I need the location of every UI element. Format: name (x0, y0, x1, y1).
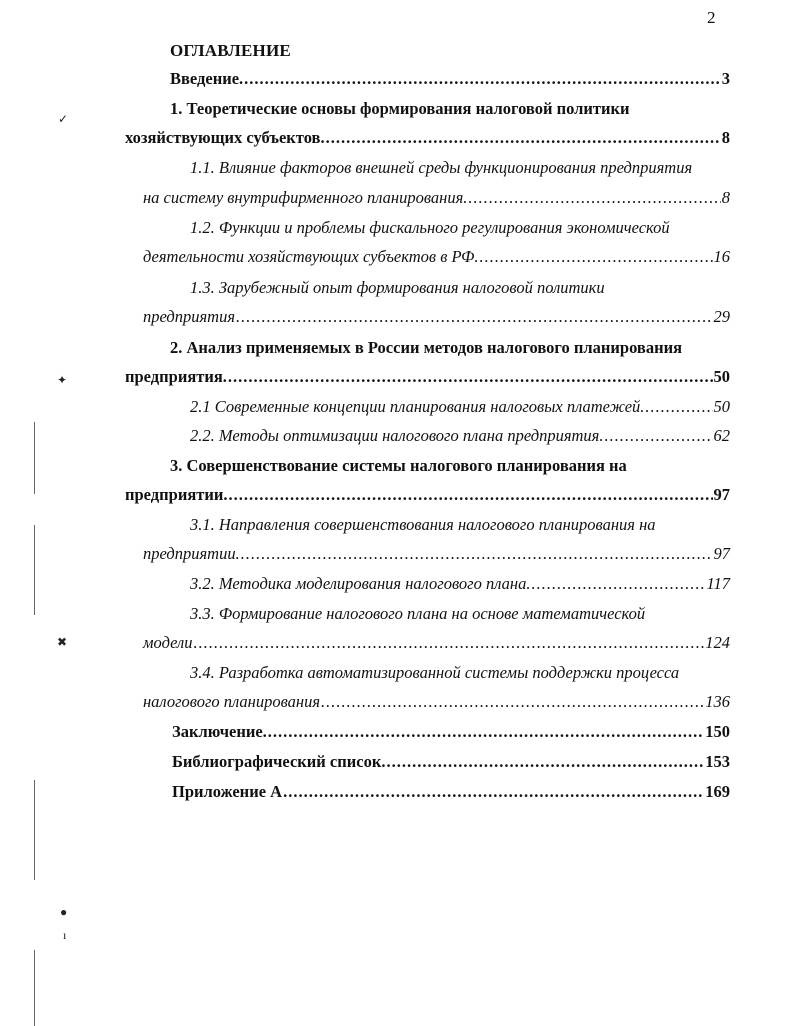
toc-entry-label: Заключение. (172, 722, 267, 741)
toc-section-3-1-line1: 3.1. Направления совершенствования налогового планирования на (190, 515, 656, 534)
toc-section-1-1-line1: 1.1. Влияние факторов внешней среды функционирования предприятия (190, 158, 693, 177)
toc-page: 97 (713, 485, 730, 504)
toc-leader (645, 396, 712, 418)
toc-entry-label: деятельности хозяйствующих субъектов в РФ. (143, 247, 479, 266)
toc-entry-label: 2.1 Современные концепции планирования налоговых платежей. (190, 397, 645, 416)
toc-leader (193, 632, 704, 654)
toc-section-3-2 (190, 573, 730, 595)
toc-leader (480, 246, 713, 268)
toc-page: 136 (705, 692, 730, 711)
toc-page: 8 (721, 128, 730, 147)
toc-title: ОГЛАВЛЕНИЕ (170, 41, 291, 60)
toc-page: 50 (713, 367, 730, 386)
toc-page: 16 (713, 247, 730, 266)
scan-mark-dot-icon: ● (60, 905, 68, 919)
toc-leader (468, 187, 720, 209)
toc-chapter-1-line1: 1. Теоретические основы формирования налоговой политики (170, 99, 630, 118)
scan-mark-star-icon: ✦ (57, 373, 68, 387)
toc-entry-label: Приложение А (172, 782, 283, 801)
toc-entry-appendix (172, 781, 730, 803)
toc-section-3-3 (143, 632, 730, 654)
scan-edge-line (34, 422, 35, 494)
scan-edge-line (34, 780, 35, 880)
scan-edge-line (34, 950, 35, 1026)
page-number: 2 (707, 8, 716, 27)
toc-leader (228, 366, 713, 388)
toc-entry-label: предприятии. (143, 544, 240, 563)
toc-section-1-2-line1: 1.2. Функции и проблемы фискального регулирования экономической (190, 218, 670, 237)
scan-mark-check-icon: ✓ (58, 112, 69, 126)
toc-entry-label: 2.2. Методы оптимизации налогового плана предприятия. (190, 426, 604, 445)
toc-entry-label: на систему внутрифирменного планирования. (143, 188, 468, 207)
toc-entry-label: хозяйствующих субъектов. (125, 128, 325, 147)
toc-leader (241, 543, 713, 565)
toc-chapter-3 (125, 484, 730, 506)
scan-mark-tick-icon: ı (63, 928, 67, 942)
toc-page: 29 (713, 307, 730, 326)
toc-section-1-2 (143, 246, 730, 268)
toc-section-1-3-line1: 1.3. Зарубежный опыт формирования налоговой политики (190, 278, 605, 297)
scan-mark-cross-icon: ✖ (57, 635, 68, 649)
toc-chapter-1 (125, 127, 730, 149)
toc-page: 8 (721, 188, 730, 207)
toc-entry-label: 3.2. Методика моделирования налогового плана. (190, 574, 531, 593)
toc-chapter-3-line1: 3. Совершенствование системы налогового планирования на (170, 456, 627, 475)
toc-entry-label: модели (143, 633, 193, 652)
toc-leader (604, 425, 712, 447)
toc-entry-bibliography (172, 751, 730, 773)
toc-section-2-1 (190, 396, 730, 418)
toc-page: 153 (705, 752, 730, 771)
toc-leader (229, 484, 713, 506)
toc-leader (531, 573, 705, 595)
toc-page: 3 (721, 69, 730, 88)
toc-entry-label: налогового планирования (143, 692, 321, 711)
toc-section-1-3 (143, 306, 730, 328)
toc-entry-conclusion (172, 721, 730, 743)
toc-leader (283, 781, 704, 803)
toc-leader (268, 721, 704, 743)
toc-entry-label: Библиографический список. (172, 752, 386, 771)
toc-page: 62 (713, 426, 730, 445)
toc-page: 150 (705, 722, 730, 741)
toc-section-1-1 (143, 187, 730, 209)
toc-leader (386, 751, 704, 773)
toc-chapter-2-line1: 2. Анализ применяемых в России методов налогового планирования (170, 338, 683, 357)
toc-section-3-3-line1: 3.3. Формирование налогового плана на основе математической (190, 604, 646, 623)
toc-section-2-2 (190, 425, 730, 447)
toc-entry-label: предприятия (143, 307, 236, 326)
toc-section-3-1 (143, 543, 730, 565)
toc-leader (326, 127, 721, 149)
toc-entry-label: Введение. (170, 69, 244, 88)
toc-leader (244, 68, 721, 90)
toc-page: 97 (713, 544, 730, 563)
scan-edge-line (34, 525, 35, 615)
toc-section-3-4-line1: 3.4. Разработка автоматизированной системы поддержки процесса (190, 663, 680, 682)
toc-chapter-2 (125, 366, 730, 388)
toc-leader (236, 306, 712, 328)
toc-page: 124 (705, 633, 730, 652)
toc-section-3-4 (143, 691, 730, 713)
toc-entry-intro (170, 68, 730, 90)
toc-page: 50 (713, 397, 730, 416)
toc-entry-label: предприятия. (125, 367, 227, 386)
toc-entry-label: предприятии. (125, 485, 228, 504)
toc-page: 117 (706, 574, 730, 593)
toc-leader (321, 691, 704, 713)
toc-page: 169 (705, 782, 730, 801)
